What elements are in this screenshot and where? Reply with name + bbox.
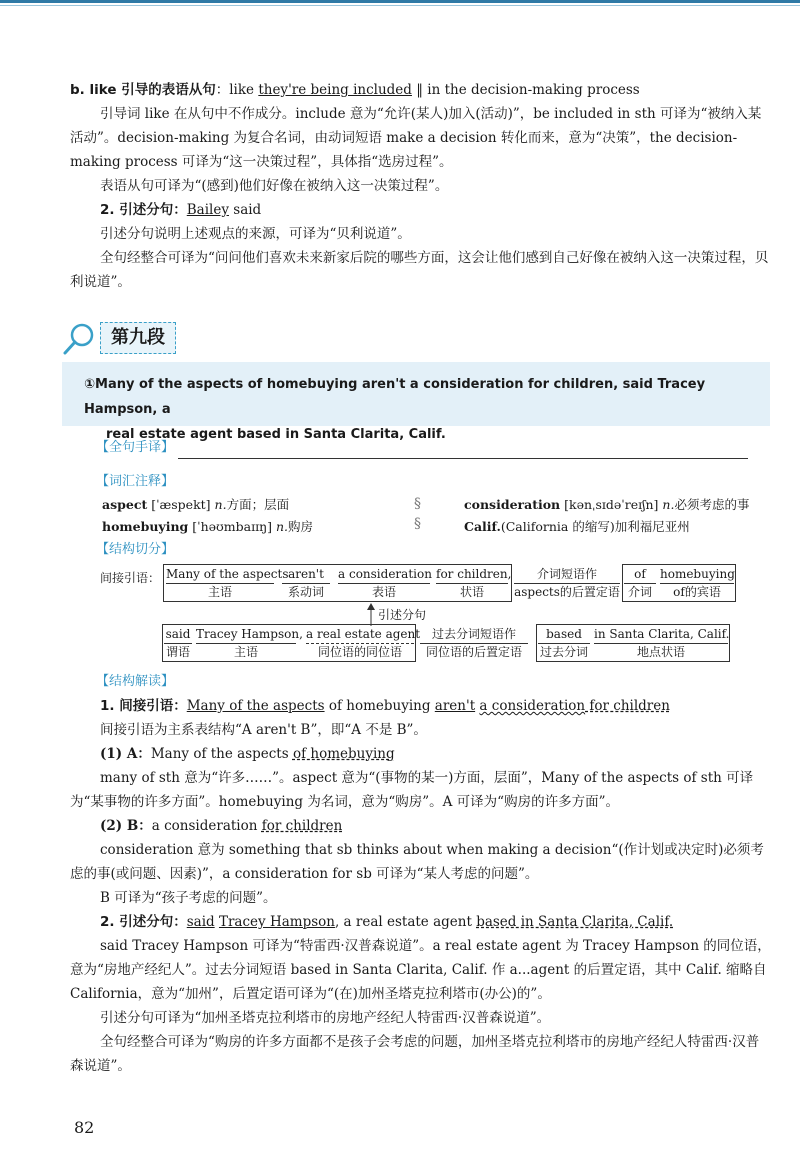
sentence-line2: real estate agent based in Santa Clarita, Calif. xyxy=(106,427,446,442)
cell-en: 过去分词短语作 xyxy=(431,627,516,641)
full-translation-row xyxy=(96,436,748,459)
detail-h1-e: a consideration xyxy=(479,698,586,714)
cell-en: Many of the aspects xyxy=(166,567,289,581)
magnifier-icon xyxy=(62,322,96,356)
b-rest: ‖ in the decision-making process xyxy=(411,82,640,98)
cell-en: a consideration xyxy=(338,567,432,581)
detail-block xyxy=(70,694,772,1078)
top-h2-ul: Bailey xyxy=(186,202,229,218)
vocab-item xyxy=(464,494,749,516)
cell-cn: 同位语的后置定语 xyxy=(420,643,528,660)
vocab-def: 购房 xyxy=(288,519,314,534)
vocab-item xyxy=(102,516,313,538)
top-h2-line xyxy=(70,198,770,222)
cell-en: said xyxy=(165,627,191,641)
detail-h2-c: Tracey Hampson xyxy=(218,914,335,930)
detail-p7: 全句经整合可译为“购房的许多方面都不是孩子会考虑的问题，加州圣塔克拉利塔市的房地产经纪人特雷西·汉普森说道”。 xyxy=(70,1034,760,1074)
row2-cell xyxy=(164,626,192,660)
structure-cut-label-row xyxy=(96,538,174,561)
detail-p6: 引述分句可译为“加州圣塔克拉利塔市的房地产经纪人特雷西·汉普森说道”。 xyxy=(100,1010,551,1026)
vocab-def: 必须考虑的事 xyxy=(674,497,750,512)
b-heading-line xyxy=(70,78,770,102)
cell-en: in Santa Clarita, Calif. xyxy=(594,627,730,641)
cell-en: of xyxy=(634,567,646,581)
top-p2: 表语从句可译为“(感到)他们好像在被纳入这一决策过程”。 xyxy=(100,178,449,194)
vocab-def: (California 的缩写)加利福尼亚州 xyxy=(500,519,690,534)
cell-en: based xyxy=(546,627,582,641)
detail-p4: B 可译为“孩子考虑的问题”。 xyxy=(100,890,277,906)
row1-cell xyxy=(166,566,289,600)
top-h2: 2. 引述分句： xyxy=(100,202,187,218)
cell-cn: 地点状语 xyxy=(594,643,728,660)
cell-en: 介词短语作 xyxy=(536,567,597,581)
vocab-label: 【词汇注释】 xyxy=(96,474,175,489)
detail-a-ul: of homebuying xyxy=(292,746,395,762)
top-p4: 全句经整合可译为“问问他们喜欢未来新家后院的哪些方面，这会让他们感到自己好像在被纳入这一决策过程，贝利说道”。 xyxy=(70,250,769,290)
row2-cell xyxy=(196,626,303,660)
structure-cut-label: 【结构切分】 xyxy=(96,542,175,557)
cell-cn: 主语 xyxy=(196,643,296,660)
cell-cn: aspects的后置定语 xyxy=(514,585,620,599)
section-heading xyxy=(62,318,202,358)
detail-p2: many of sth 意为“许多……”。aspect 意为“(事物的某一)方面，层面”，Many of the aspects of sth 可译为“某事物的许多方面”。homebuying 为名词，意为“购房”。A 可译为“购房的许多方面”。 xyxy=(70,770,754,810)
top-p3: 引述分句说明上述观点的来源，可译为“贝利说道”。 xyxy=(100,226,411,242)
cell-cn: 介词 xyxy=(624,583,656,600)
row2-right-cell xyxy=(538,626,590,660)
diagram-lead: 间接引语： xyxy=(100,571,161,585)
b-like: like xyxy=(229,82,259,98)
section-title: 第九段 xyxy=(100,322,176,354)
detail-h1-a: Many of the aspects xyxy=(186,698,325,714)
detail-b-head: (2) B： xyxy=(100,818,152,834)
vocab-phon: [kənˌsɪdəˈreɪʃn] xyxy=(564,497,659,512)
sentence-banner xyxy=(62,362,770,442)
row1-cell xyxy=(282,566,330,600)
vocab-pos: n. xyxy=(276,519,289,534)
b-colon: ： xyxy=(215,82,230,98)
cell-cn: 系动词 xyxy=(282,583,330,600)
b-underlined: they're being included xyxy=(258,82,412,98)
top-p1: 引导词 like 在从句中不作成分。include 意为“允许(某人)加入(活动)”，be included in sth 可译为“被纳入某活动”。decision-making 为复合名词，由动词短语 make a decision 转化而来，意为“决策”，the decision-making process 可译为“这一决策过程”，具体指“选房过程”。 xyxy=(70,106,762,170)
row1-right-cell xyxy=(624,566,656,600)
page-number: 82 xyxy=(74,1118,95,1137)
detail-h1-b: of homebuying xyxy=(324,698,435,714)
detail-h2 xyxy=(70,910,772,934)
detail-h1-label: 1. 间接引语： xyxy=(100,698,187,714)
cell-en: Tracey Hampson, xyxy=(196,627,303,641)
detail-p1: 间接引语为主系表结构“A aren't B”，即“A 不是 B”。 xyxy=(100,722,427,738)
up-arrow-icon xyxy=(364,602,378,626)
detail-h2-d: , a real estate agent xyxy=(334,914,477,930)
detail-b-text: a consideration xyxy=(151,818,262,834)
vocab-word: consideration xyxy=(464,497,561,512)
structure-explain-label-row xyxy=(96,670,174,693)
cell-en: a real estate agent xyxy=(306,627,421,641)
detail-h1-c: aren't xyxy=(434,698,476,714)
vocab-left-col xyxy=(102,494,313,538)
row1-cell xyxy=(338,566,430,600)
full-translation-label: 【全句手译】 xyxy=(96,440,175,455)
sentence-text1: Many of the aspects of homebuying aren't a consideration for children, said Tracey Hampson, a xyxy=(84,377,706,417)
vocab-label-row xyxy=(96,470,174,493)
vocab-pos: n. xyxy=(214,497,227,512)
cell-cn: 过去分词 xyxy=(539,645,588,659)
vocab-phon: [ˈæspekt] xyxy=(151,497,211,512)
cell-cn: 谓语 xyxy=(165,645,190,659)
top-rule-thin xyxy=(0,5,800,6)
row2-cell xyxy=(306,626,421,660)
vocab-def: 方面；层面 xyxy=(226,497,290,512)
vocab-word: homebuying xyxy=(102,519,189,534)
detail-a-head: (1) A： xyxy=(100,746,151,762)
vocab-word: aspect xyxy=(102,497,148,512)
structure-explain-label: 【结构解读】 xyxy=(96,674,175,689)
vocab-item xyxy=(102,494,313,516)
sentence-line1 xyxy=(84,372,756,422)
cell-cn: 主语 xyxy=(166,583,274,600)
b-heading: b. like 引导的表语从句 xyxy=(70,82,216,98)
cell-cn: of的宾语 xyxy=(660,583,734,600)
vocab-pos: n. xyxy=(662,497,675,512)
row2-right-cell xyxy=(594,626,728,660)
detail-p3: consideration 意为 something that sb thinks about when making a decision“(作计划或决定时)必须考虑的事(或问题、因素)”，a consideration for sb 可译为“某人考虑的问题”。 xyxy=(70,842,764,882)
top-block xyxy=(70,78,770,294)
detail-a-line xyxy=(70,742,772,766)
cell-cn: 同位语的同位语 xyxy=(306,643,414,660)
structure-diagram xyxy=(100,564,780,664)
arrow-label: 引述分句 xyxy=(378,608,427,622)
detail-h2-e: based in Santa Clarita, Calif. xyxy=(476,914,674,930)
cell-en: aren't xyxy=(288,567,324,581)
cell-cn: 表语 xyxy=(338,583,430,600)
detail-h1-f: for children xyxy=(585,698,670,714)
detail-a-text: Many of the aspects xyxy=(150,746,293,762)
vocab-item xyxy=(464,516,749,538)
row2-mid xyxy=(420,626,528,660)
vocab-phon: [ˈhəʊmbaɪɪŋ] xyxy=(192,519,273,534)
row1-right-cell xyxy=(660,566,734,600)
top-h2-rest: said xyxy=(228,202,262,218)
row1-cell xyxy=(436,566,512,600)
vocab-divider: § § xyxy=(414,496,421,532)
row1-mid xyxy=(514,566,620,600)
cell-en: homebuying xyxy=(660,567,735,581)
detail-h2-label: 2. 引述分句： xyxy=(100,914,187,930)
detail-h1 xyxy=(70,694,772,718)
cell-cn: 状语 xyxy=(436,583,508,600)
detail-p5: said Tracey Hampson 可译为“特雷西·汉普森说道”。a real estate agent 为 Tracey Hampson 的同位语，意为“房地产经纪人”。过去分词短语 based in Santa Clarita, Calif. 作 a...agent 的后置定语，其中 Calif. 缩略自 California，意为“加州”，后置定语可译为“(在)加州圣塔克拉利塔市(办公)的”。 xyxy=(70,938,771,1002)
cell-en: for children, xyxy=(436,567,512,581)
top-rule xyxy=(0,0,800,3)
vocab-right-col xyxy=(464,494,749,538)
vocab-word: Calif. xyxy=(464,519,501,534)
translation-blank-line[interactable] xyxy=(178,445,748,459)
detail-h2-a: said xyxy=(186,914,215,930)
detail-b-line xyxy=(70,814,772,838)
detail-b-ul: for children xyxy=(261,818,343,834)
sentence-number: ① xyxy=(84,377,96,392)
